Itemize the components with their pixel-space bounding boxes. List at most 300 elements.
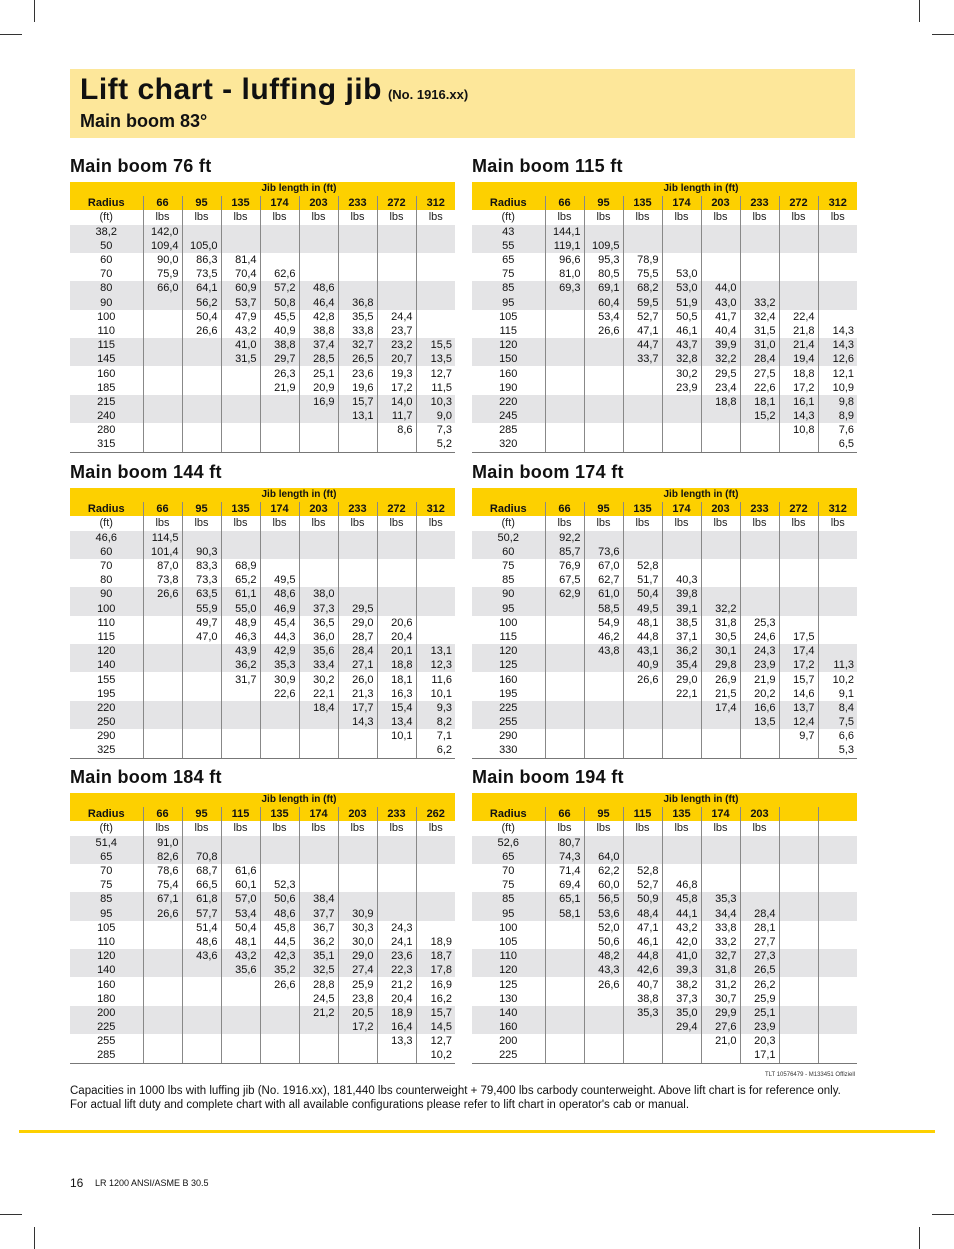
radius-cell: 55 (472, 239, 545, 253)
capacity-cell: 22,6 (740, 381, 779, 395)
capacity-cell (416, 836, 455, 850)
capacity-cell (701, 239, 740, 253)
unit-cell: lbs (221, 516, 260, 530)
capacity-cell (143, 381, 182, 395)
table-row (472, 949, 857, 963)
capacity-cell: 14,3 (818, 338, 857, 352)
capacity-cell: 33,7 (623, 352, 662, 366)
radius-cell: 65 (502, 254, 515, 267)
capacity-cell (221, 687, 260, 701)
capacity-cell (779, 573, 818, 587)
capacity-cell (416, 587, 455, 601)
capacity-cell: 23,9 (740, 1020, 779, 1034)
capacity-cell (299, 423, 338, 437)
table-row (70, 658, 455, 672)
capacity-cell: 20,6 (377, 616, 416, 630)
table-row (70, 850, 455, 864)
capacity-cell: 25,1 (299, 366, 338, 380)
capacity-cell: 29,0 (662, 672, 701, 686)
table-row (70, 836, 455, 850)
capacity-cell (143, 701, 182, 715)
capacity-cell: 31,0 (740, 338, 779, 352)
table-row (70, 352, 455, 366)
unit-cell: lbs (623, 516, 662, 530)
capacity-cell: 30,3 (338, 921, 377, 935)
capacity-cell (260, 743, 299, 758)
jib-length-header: 95 (584, 807, 623, 821)
capacity-cell: 11,7 (377, 409, 416, 423)
capacity-cell (338, 587, 377, 601)
lift-chart-table (70, 182, 455, 453)
capacity-cell (260, 729, 299, 743)
capacity-cell (818, 864, 857, 878)
capacity-cell: 33,8 (338, 324, 377, 338)
radius-cell: 190 (499, 381, 518, 394)
capacity-cell (779, 1006, 818, 1020)
capacity-cell: 20,5 (338, 1006, 377, 1020)
capacity-cell: 50,5 (662, 310, 701, 324)
capacity-cell (416, 296, 455, 310)
capacity-cell (377, 892, 416, 906)
capacity-cell (740, 239, 779, 253)
unit-cell: lbs (182, 210, 221, 224)
capacity-cell: 23,7 (377, 324, 416, 338)
radius-cell: 50 (70, 239, 143, 253)
capacity-cell: 24,4 (377, 310, 416, 324)
capacity-cell: 52,8 (623, 559, 662, 573)
capacity-cell: 14,5 (416, 1020, 455, 1034)
capacity-cell (818, 850, 857, 864)
capacity-cell: 9,3 (416, 701, 455, 715)
radius-cell: 90 (472, 587, 545, 601)
capacity-cell (818, 616, 857, 630)
capacity-cell: 10,8 (779, 423, 818, 437)
capacity-cell: 28,8 (299, 977, 338, 991)
capacity-cell: 53,0 (662, 267, 701, 281)
capacity-cell: 10,1 (416, 687, 455, 701)
radius-cell: 60 (70, 545, 143, 559)
radius-cell: 185 (97, 381, 116, 394)
capacity-cell: 17,7 (338, 701, 377, 715)
capacity-cell (740, 573, 779, 587)
radius-cell: 70 (100, 560, 113, 573)
capacity-cell (299, 267, 338, 281)
capacity-cell: 47,1 (623, 324, 662, 338)
capacity-cell: 80,7 (545, 836, 584, 850)
header-row (70, 807, 455, 821)
capacity-cell: 67,1 (143, 892, 182, 906)
capacity-cell: 40,9 (623, 658, 662, 672)
capacity-cell (545, 1006, 584, 1020)
capacity-cell (584, 729, 623, 743)
capacity-cell: 52,3 (260, 878, 299, 892)
capacity-cell: 30,7 (701, 992, 740, 1006)
capacity-cell (545, 701, 584, 715)
capacity-cell: 14,3 (818, 324, 857, 338)
jib-length-header: 262 (416, 807, 455, 821)
capacity-cell: 27,4 (338, 963, 377, 977)
jib-length-header: 174 (260, 196, 299, 210)
radius-cell: 110 (472, 949, 545, 963)
capacity-cell: 42,9 (260, 644, 299, 658)
table-row (472, 531, 857, 545)
capacity-cell: 26,6 (623, 672, 662, 686)
capacity-cell: 36,8 (338, 296, 377, 310)
capacity-cell (818, 545, 857, 559)
radius-cell: 160 (499, 673, 518, 686)
capacity-cell: 16,2 (416, 992, 455, 1006)
capacity-cell: 18,9 (416, 935, 455, 949)
capacity-cell: 9,8 (818, 395, 857, 409)
capacity-cell (377, 545, 416, 559)
capacity-cell: 142,0 (143, 225, 182, 239)
capacity-cell: 29,7 (260, 352, 299, 366)
capacity-cell: 42,8 (299, 310, 338, 324)
capacity-cell (143, 672, 182, 686)
table-row (472, 672, 857, 686)
capacity-cell (584, 423, 623, 437)
capacity-cell: 47,0 (182, 630, 221, 644)
table-row (472, 437, 857, 452)
capacity-cell (182, 352, 221, 366)
table-row (472, 687, 857, 701)
table-title: Main boom 144 ft (70, 462, 222, 482)
capacity-cell: 69,3 (545, 281, 584, 295)
table-row (70, 324, 455, 338)
radius-cell: 140 (472, 1006, 545, 1020)
capacity-cell (701, 545, 740, 559)
capacity-cell (182, 1034, 221, 1048)
capacity-cell: 61,0 (584, 587, 623, 601)
capacity-cell (338, 878, 377, 892)
capacity-cell (662, 1048, 701, 1063)
capacity-cell: 43,9 (221, 644, 260, 658)
capacity-cell: 35,3 (701, 892, 740, 906)
radius-cell: 290 (499, 730, 518, 743)
capacity-cell: 11,6 (416, 672, 455, 686)
capacity-cell (779, 878, 818, 892)
capacity-cell (818, 296, 857, 310)
capacity-cell: 24,1 (377, 935, 416, 949)
unit-cell: lbs (143, 516, 182, 530)
header-row (472, 502, 857, 516)
radius-cell: 330 (472, 743, 545, 758)
table-row (472, 545, 857, 559)
unit-cell: lbs (779, 516, 818, 530)
jib-length-header: 95 (584, 502, 623, 516)
page-subtitle: Main boom 83° (80, 111, 208, 131)
capacity-cell (182, 658, 221, 672)
radius-cell: 145 (70, 352, 143, 366)
radius-cell: 95 (472, 296, 545, 310)
capacity-cell: 75,5 (623, 267, 662, 281)
unit-cell: lbs (182, 821, 221, 835)
capacity-cell: 39,3 (662, 963, 701, 977)
capacity-cell: 27,5 (740, 366, 779, 380)
radius-cell: 100 (499, 616, 518, 629)
capacity-cell: 73,3 (182, 573, 221, 587)
capacity-cell: 86,3 (182, 253, 221, 267)
capacity-cell (182, 1048, 221, 1063)
table-row (70, 423, 455, 437)
capacity-cell: 109,5 (584, 239, 623, 253)
capacity-cell: 35,0 (662, 1006, 701, 1020)
capacity-cell: 11,3 (818, 658, 857, 672)
capacity-cell: 48,4 (623, 907, 662, 921)
table-row (472, 963, 857, 977)
capacity-cell: 25,1 (740, 1006, 779, 1020)
jib-length-header: 174 (662, 196, 701, 210)
jib-label-row (70, 793, 455, 807)
capacity-cell: 35,5 (338, 310, 377, 324)
header-row (70, 196, 455, 210)
unit-cell: lbs (662, 210, 701, 224)
table-row (70, 715, 455, 729)
capacity-cell: 21,2 (299, 1006, 338, 1020)
capacity-cell (584, 437, 623, 452)
capacity-cell: 38,8 (623, 992, 662, 1006)
capacity-cell: 29,4 (662, 1020, 701, 1034)
capacity-cell: 62,2 (584, 864, 623, 878)
capacity-cell: 69,1 (584, 281, 623, 295)
lift-table-block (472, 156, 857, 453)
unit-cell: lbs (416, 516, 455, 530)
unit-cell: lbs (221, 821, 260, 835)
radius-cell: 195 (97, 687, 116, 700)
capacity-cell (818, 935, 857, 949)
capacity-cell (584, 1020, 623, 1034)
table-row (70, 864, 455, 878)
capacity-cell (623, 715, 662, 729)
capacity-cell: 31,8 (701, 963, 740, 977)
capacity-cell: 20,3 (740, 1034, 779, 1048)
capacity-cell: 21,5 (701, 687, 740, 701)
page-header (70, 69, 855, 138)
capacity-cell: 24,3 (740, 644, 779, 658)
radius-cell: 51,4 (70, 836, 143, 850)
capacity-cell: 36,7 (299, 921, 338, 935)
unit-cell: lbs (545, 821, 584, 835)
capacity-cell (182, 395, 221, 409)
capacity-cell: 14,3 (338, 715, 377, 729)
capacity-cell: 21,3 (338, 687, 377, 701)
capacity-cell (662, 1034, 701, 1048)
capacity-cell: 44,0 (701, 281, 740, 295)
capacity-cell (221, 423, 260, 437)
capacity-cell (260, 437, 299, 452)
table-row (70, 921, 455, 935)
capacity-cell (662, 423, 701, 437)
capacity-cell: 40,3 (662, 573, 701, 587)
capacity-cell: 13,3 (377, 1034, 416, 1048)
capacity-cell: 31,8 (701, 616, 740, 630)
capacity-cell (299, 850, 338, 864)
unit-cell: lbs (818, 210, 857, 224)
capacity-cell (584, 715, 623, 729)
capacity-cell (143, 310, 182, 324)
jib-length-header: 203 (299, 196, 338, 210)
table-row (472, 644, 857, 658)
capacity-cell: 67,5 (545, 573, 584, 587)
capacity-cell: 81,4 (221, 253, 260, 267)
capacity-cell (338, 1048, 377, 1063)
capacity-cell (299, 253, 338, 267)
capacity-cell (701, 559, 740, 573)
capacity-cell: 29,8 (701, 658, 740, 672)
capacity-cell: 8,4 (818, 701, 857, 715)
capacity-cell (818, 992, 857, 1006)
jib-length-header: 135 (260, 807, 299, 821)
capacity-cell: 19,4 (779, 352, 818, 366)
capacity-cell: 22,6 (260, 687, 299, 701)
radius-cell: 290 (97, 730, 116, 743)
capacity-cell (701, 850, 740, 864)
capacity-cell (221, 437, 260, 452)
capacity-cell: 26,6 (143, 587, 182, 601)
radius-cell: 75 (502, 268, 515, 281)
capacity-cell: 109,4 (143, 239, 182, 253)
capacity-cell: 74,3 (545, 850, 584, 864)
table-row (70, 963, 455, 977)
capacity-cell: 65,1 (545, 892, 584, 906)
capacity-cell: 12,4 (779, 715, 818, 729)
capacity-cell (779, 602, 818, 616)
capacity-cell: 40,4 (701, 324, 740, 338)
capacity-cell: 26,5 (338, 352, 377, 366)
capacity-cell: 52,8 (623, 864, 662, 878)
capacity-cell: 78,9 (623, 253, 662, 267)
radius-cell: 160 (472, 1020, 545, 1034)
capacity-cell (299, 559, 338, 573)
radius-cell: 46,6 (70, 531, 143, 545)
radius-cell: 80 (100, 574, 113, 587)
jib-label-row (472, 793, 857, 807)
radius-header: Radius (472, 502, 545, 516)
capacity-cell (299, 743, 338, 758)
capacity-cell: 30,9 (338, 907, 377, 921)
unit-cell: lbs (377, 821, 416, 835)
radius-cell: 125 (499, 978, 518, 991)
capacity-cell: 31,2 (701, 977, 740, 991)
title-text: Lift chart - luffing jib (80, 73, 382, 106)
capacity-cell (740, 743, 779, 758)
capacity-cell (545, 949, 584, 963)
table-row (472, 423, 857, 437)
capacity-cell (545, 658, 584, 672)
table-row (70, 907, 455, 921)
capacity-cell: 59,5 (623, 296, 662, 310)
capacity-cell: 40,9 (260, 324, 299, 338)
capacity-cell (182, 729, 221, 743)
capacity-cell (779, 559, 818, 573)
capacity-cell: 41,0 (662, 949, 701, 963)
capacity-cell (779, 253, 818, 267)
capacity-cell (701, 1048, 740, 1063)
capacity-cell (584, 395, 623, 409)
capacity-cell (221, 992, 260, 1006)
capacity-cell: 22,4 (779, 310, 818, 324)
capacity-cell: 32,7 (338, 338, 377, 352)
capacity-cell: 62,6 (260, 267, 299, 281)
unit-cell: lbs (416, 210, 455, 224)
capacity-cell (740, 281, 779, 295)
capacity-cell (338, 281, 377, 295)
capacity-cell (545, 921, 584, 935)
capacity-cell (260, 701, 299, 715)
capacity-cell (818, 253, 857, 267)
capacity-cell (182, 1006, 221, 1020)
capacity-cell (818, 1048, 857, 1063)
capacity-cell: 17,5 (779, 630, 818, 644)
capacity-cell (545, 324, 584, 338)
table-row (70, 1048, 455, 1063)
capacity-cell (584, 672, 623, 686)
capacity-cell: 65,2 (221, 573, 260, 587)
radius-cell: 140 (70, 963, 143, 977)
capacity-cell (299, 545, 338, 559)
capacity-cell (818, 239, 857, 253)
radius-cell: 180 (97, 992, 116, 1005)
capacity-cell: 83,3 (182, 559, 221, 573)
capacity-cell: 13,1 (338, 409, 377, 423)
footer-rule (19, 1130, 935, 1133)
jib-length-header: 66 (143, 807, 182, 821)
capacity-cell: 24,6 (740, 630, 779, 644)
capacity-cell: 30,9 (260, 672, 299, 686)
header-row (472, 807, 857, 821)
capacity-cell (779, 963, 818, 977)
capacity-cell: 44,3 (260, 630, 299, 644)
capacity-cell: 13,7 (779, 701, 818, 715)
capacity-cell: 52,7 (623, 310, 662, 324)
capacity-cell (662, 409, 701, 423)
capacity-cell (260, 1020, 299, 1034)
capacity-cell: 8,6 (377, 423, 416, 437)
capacity-cell (779, 977, 818, 991)
capacity-cell: 46,3 (221, 630, 260, 644)
table-row (70, 1020, 455, 1034)
capacity-cell (299, 729, 338, 743)
lift-table-block (70, 462, 455, 759)
radius-cell: 160 (97, 367, 116, 380)
capacity-cell: 90,0 (143, 253, 182, 267)
capacity-cell (584, 352, 623, 366)
capacity-cell: 20,2 (740, 687, 779, 701)
capacity-cell (545, 395, 584, 409)
capacity-cell (338, 545, 377, 559)
capacity-cell (338, 559, 377, 573)
capacity-cell (143, 921, 182, 935)
capacity-cell (377, 743, 416, 758)
capacity-cell (182, 963, 221, 977)
capacity-cell (701, 587, 740, 601)
units-row (70, 821, 455, 835)
capacity-cell (779, 616, 818, 630)
capacity-cell: 23,9 (662, 381, 701, 395)
radius-cell: 250 (70, 715, 143, 729)
capacity-cell (260, 850, 299, 864)
capacity-cell (701, 836, 740, 850)
capacity-cell: 38,8 (260, 338, 299, 352)
capacity-cell: 58,1 (545, 907, 584, 921)
capacity-cell (377, 907, 416, 921)
table-row (70, 935, 455, 949)
radius-cell: 255 (97, 1035, 116, 1048)
table-row (472, 630, 857, 644)
jib-length-header: 233 (740, 502, 779, 516)
capacity-cell: 18,8 (779, 366, 818, 380)
unit-cell: lbs (584, 210, 623, 224)
